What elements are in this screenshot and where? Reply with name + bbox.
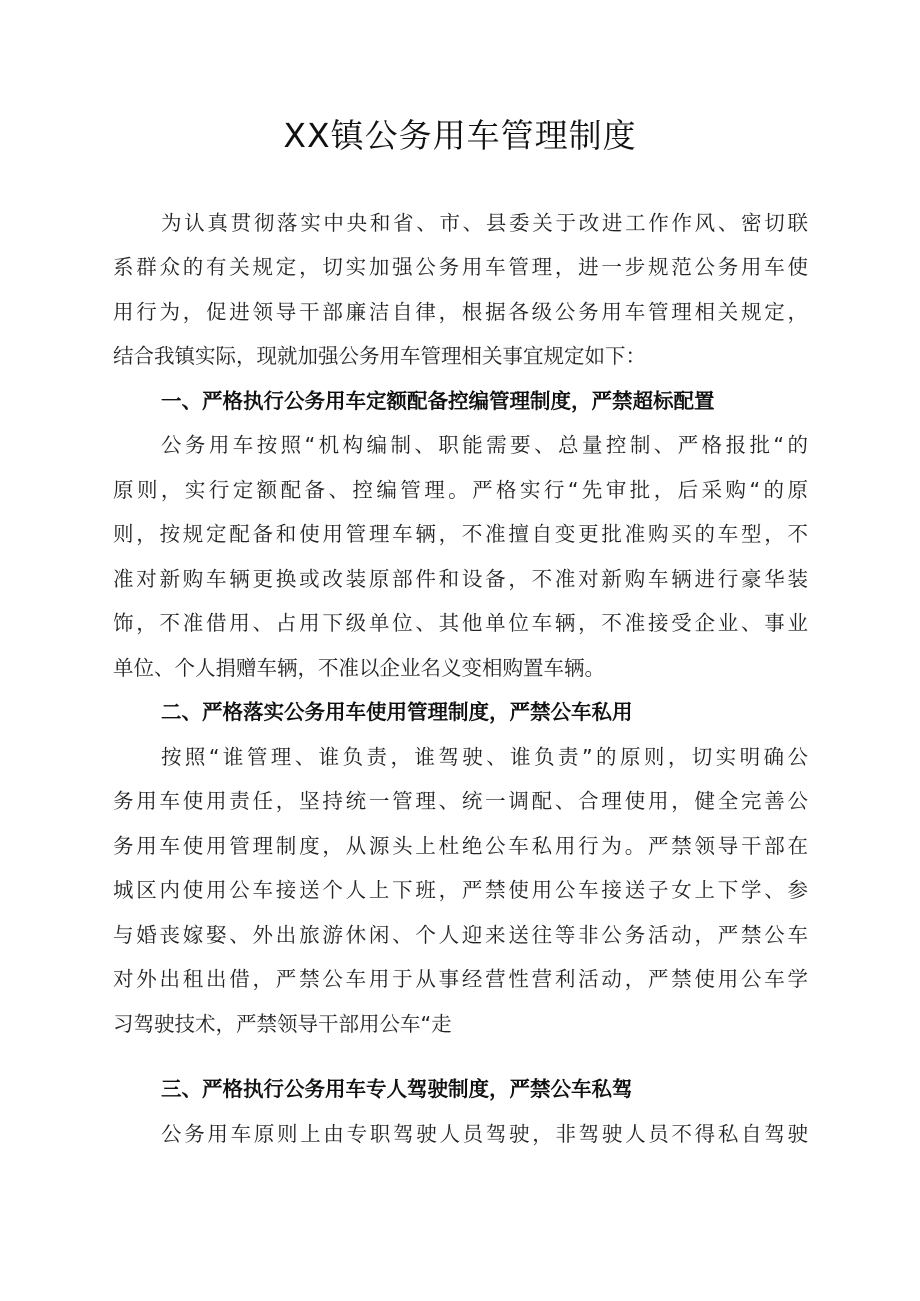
section-3-line: 公务用车原则上由专职驾驶人员驾驶，非驾驶人员不得私自驾驶 [161,1122,808,1146]
intro-line: 结合我镇实际，现就加强公务用车管理相关事宜规定如下： [113,344,646,368]
section-heading-3: 三、严格执行公务用车专人驾驶制度，严禁公车私驾 [161,1077,633,1101]
section-heading-2: 二、严格落实公务用车使用管理制度，严禁公车私用 [161,700,633,724]
section-2-line: 对外出租出借，严禁公车用于从事经营性营利活动，严禁使用公车学 [113,967,808,991]
intro-line: 用行为，促进领导干部廉洁自律，根据各级公务用车管理相关规定， [113,300,808,324]
section-heading-1: 一、严格执行公务用车定额配备控编管理制度，严禁超标配置 [161,389,715,413]
section-2-line: 习驾驶技术，严禁领导干部用公车“走 [113,1012,452,1036]
section-2-line: 城区内使用公车接送个人上下班，严禁使用公车接送子女上下学、参 [113,878,808,902]
section-2-line: 与婚丧嫁娶、外出旅游休闲、个人迎来送往等非公务活动，严禁公车 [113,923,808,947]
section-2-line: 按照“谁管理、谁负责，谁驾驶、谁负责”的原则，切实明确公 [161,745,808,769]
intro-line: 系群众的有关规定，切实加强公务用车管理，进一步规范公务用车使 [113,255,808,279]
section-2-line: 务用车使用责任，坚持统一管理、统一调配、合理使用，健全完善公 [113,789,808,813]
intro-line: 为认真贯彻落实中央和省、市、县委关于改进工作作风、密切联 [161,211,808,235]
document-title: XX镇公务用车管理制度 [283,116,637,155]
section-1-line: 原则，实行定额配备、控编管理。严格实行“先审批，后采购“的原 [113,478,808,502]
section-1-line: 准对新购车辆更换或改装原部件和设备，不准对新购车辆进行豪华装 [113,567,808,591]
section-2-line: 务用车使用管理制度，从源头上杜绝公车私用行为。严禁领导干部在 [113,834,808,858]
section-1-line: 饰，不准借用、占用下级单位、其他单位车辆，不准接受企业、事业 [113,611,808,635]
section-1-line: 则，按规定配备和使用管理车辆，不准擅自变更批准购买的车型，不 [113,522,808,546]
section-1-line: 单位、个人捐赠车辆，不准以企业名义变相购置车辆。 [113,656,605,680]
section-1-line: 公务用车按照“机构编制、职能需要、总量控制、严格报批“的 [161,433,808,457]
